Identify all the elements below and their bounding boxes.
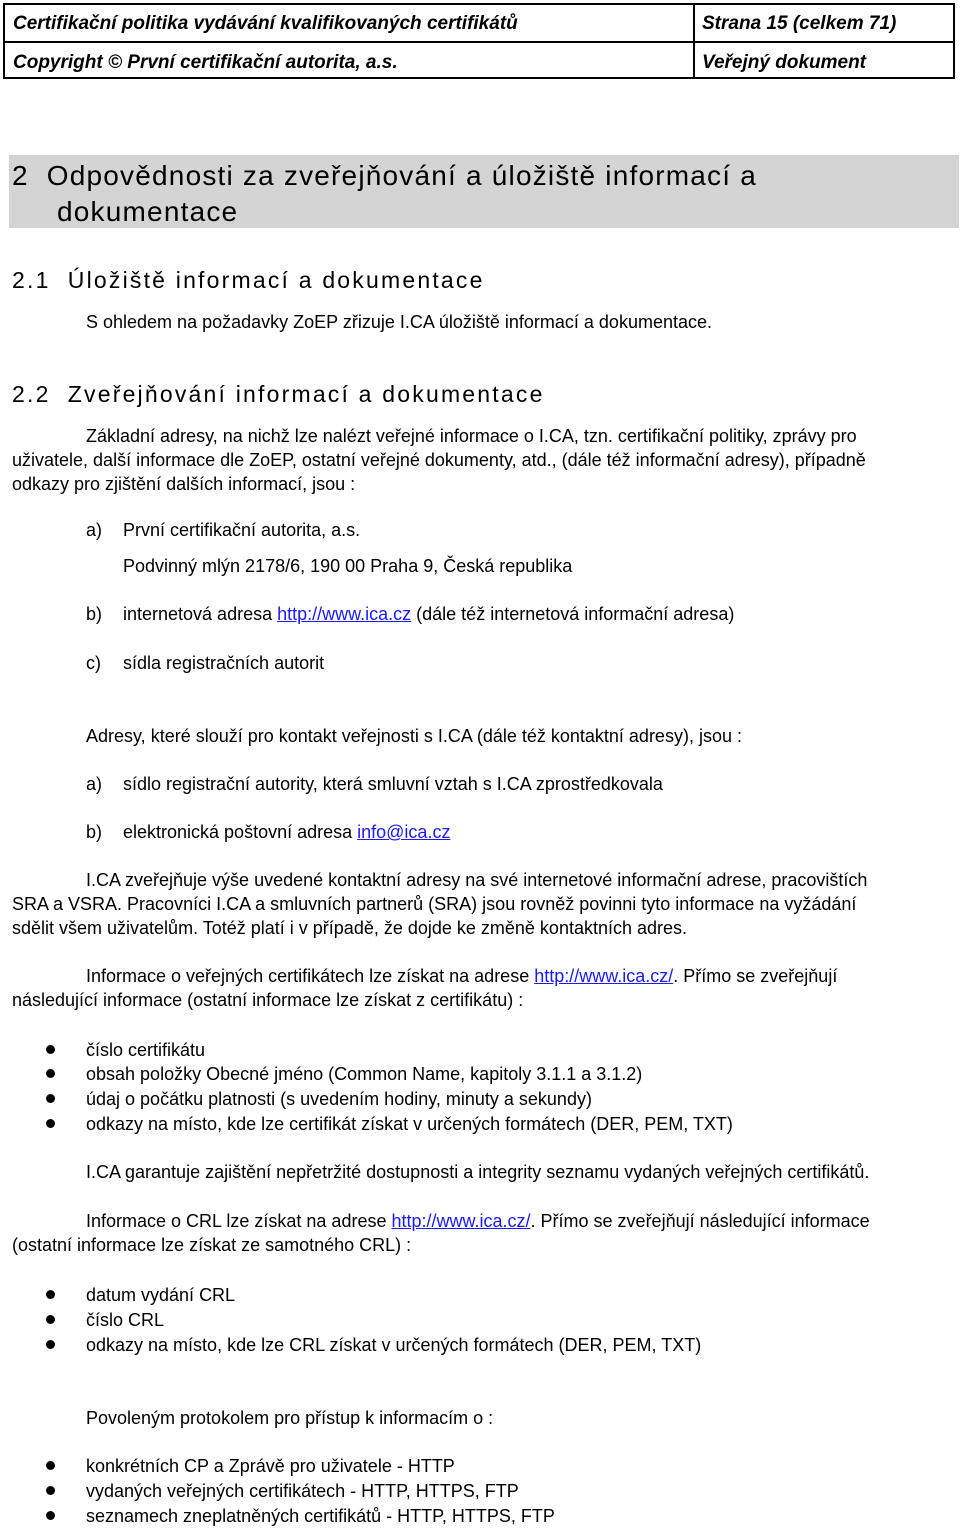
section-title-line1: Odpovědnosti za zveřejňování a úložiště informací a bbox=[46, 160, 757, 191]
bullet bbox=[46, 1290, 55, 1299]
page-header bbox=[3, 3, 955, 79]
list-marker: c) bbox=[86, 653, 101, 673]
text-fragment: . Přímo se zveřejňují bbox=[673, 966, 838, 986]
paragraph-line bbox=[86, 965, 837, 987]
cert-link[interactable]: http://www.ica.cz/ bbox=[534, 966, 674, 986]
text-fragment: (dále též internetová informační adresa) bbox=[411, 604, 735, 624]
paragraph-line: odkazy pro zjištění dalších informací, jsou : bbox=[12, 474, 356, 494]
crl-link[interactable]: http://www.ica.cz/ bbox=[391, 1211, 531, 1231]
text-fragment: elektronická poštovní adresa bbox=[123, 822, 358, 842]
bullet bbox=[46, 1119, 55, 1128]
email-link[interactable]: info@ica.cz bbox=[357, 822, 451, 842]
subsection-number: 2.1 bbox=[12, 267, 51, 293]
bullet bbox=[46, 1315, 55, 1324]
subsection-title: Zveřejňování informací a dokumentace bbox=[67, 381, 545, 407]
list-item-text bbox=[123, 603, 734, 625]
list-item: konkrétních CP a Zprávě pro uživatele - HTTP bbox=[86, 1456, 455, 1476]
section-number: 2 bbox=[12, 160, 29, 191]
document-title: Certifikační politika vydávání kvalifikovaných certifikátů bbox=[13, 13, 518, 34]
header-divider-horizontal bbox=[5, 41, 953, 43]
subsection-title: Úložiště informací a dokumentace bbox=[67, 267, 485, 293]
list-item: obsah položky Obecné jméno (Common Name, kapitoly 3.1.1 a 3.1.2) bbox=[86, 1064, 643, 1084]
paragraph-line: sdělit všem uživatelům. Totéž platí i v případě, že dojde ke změně kontaktních adres. bbox=[12, 918, 688, 938]
paragraph-line: SRA a VSRA. Pracovníci I.CA a smluvních partnerů (SRA) jsou rovněž povinni tyto informace na vyžádání bbox=[12, 894, 857, 914]
list-item: údaj o počátku platnosti (s uvedením hodiny, minuty a sekundy) bbox=[86, 1089, 592, 1109]
list-item: odkazy na místo, kde lze certifikát získat v určených formátech (DER, PEM, TXT) bbox=[86, 1114, 733, 1134]
contact-intro: Adresy, které slouží pro kontakt veřejnosti s I.CA (dále též kontaktní adresy), jsou : bbox=[86, 726, 742, 746]
protocol-intro: Povoleným protokolem pro přístup k informacím o : bbox=[86, 1408, 494, 1428]
bullet bbox=[46, 1486, 55, 1495]
list-item: číslo certifikátu bbox=[86, 1040, 206, 1060]
bullet bbox=[46, 1069, 55, 1078]
bullet bbox=[46, 1511, 55, 1520]
section-heading bbox=[12, 158, 757, 194]
bullet bbox=[46, 1045, 55, 1054]
repository-text: S ohledem na požadavky ZoEP zřizuje I.CA úložiště informací a dokumentace. bbox=[86, 312, 712, 332]
page-number: Strana 15 (celkem 71) bbox=[702, 13, 897, 34]
subsection-2-1-heading bbox=[12, 266, 485, 294]
list-item: číslo CRL bbox=[86, 1310, 165, 1330]
list-item-text: sídlo registrační autority, která smluvní vztah s I.CA zprostředkovala bbox=[123, 774, 663, 794]
subsection-2-2-heading bbox=[12, 380, 545, 408]
list-item-text: První certifikační autorita, a.s. bbox=[123, 520, 361, 540]
text-fragment: Informace o CRL lze získat na adrese bbox=[86, 1211, 392, 1231]
list-marker: a) bbox=[86, 520, 103, 540]
classification-label: Veřejný dokument bbox=[702, 52, 867, 73]
list-item: odkazy na místo, kde lze CRL získat v určených formátech (DER, PEM, TXT) bbox=[86, 1335, 702, 1355]
guarantee-text: I.CA garantuje zajištění nepřetržité dostupnosti a integrity seznamu vydaných veřejných certifikátů. bbox=[86, 1162, 870, 1182]
list-marker: b) bbox=[86, 604, 103, 624]
list-marker: b) bbox=[86, 822, 103, 842]
text-fragment: internetová adresa bbox=[123, 604, 278, 624]
paragraph-line: následující informace (ostatní informace lze získat z certifikátu) : bbox=[12, 990, 524, 1010]
bullet bbox=[46, 1094, 55, 1103]
list-item: vydaných veřejných certifikátech - HTTP, HTTPS, FTP bbox=[86, 1481, 519, 1501]
text-fragment: . Přímo se zveřejňují následující informace bbox=[530, 1211, 870, 1231]
list-marker: a) bbox=[86, 774, 103, 794]
paragraph-line: I.CA zveřejňuje výše uvedené kontaktní adresy na své internetové informační adrese, pracovištích bbox=[86, 870, 868, 890]
list-item-text bbox=[123, 821, 450, 843]
list-item: seznamech zneplatněných certifikátů - HTTP, HTTPS, FTP bbox=[86, 1506, 555, 1526]
website-link[interactable]: http://www.ica.cz bbox=[277, 604, 412, 624]
paragraph-line bbox=[86, 1210, 870, 1232]
paragraph-line: (ostatní informace lze získat ze samotného CRL) : bbox=[12, 1235, 412, 1255]
list-item: datum vydání CRL bbox=[86, 1285, 236, 1305]
bullet bbox=[46, 1340, 55, 1349]
text-fragment: Informace o veřejných certifikátech lze získat na adrese bbox=[86, 966, 535, 986]
subsection-number: 2.2 bbox=[12, 381, 51, 407]
copyright-text: Copyright © První certifikační autorita, a.s. bbox=[13, 52, 398, 73]
section-title-line2: dokumentace bbox=[57, 196, 239, 227]
address-text: Podvinný mlýn 2178/6, 190 00 Praha 9, Česká republika bbox=[123, 556, 573, 576]
bullet bbox=[46, 1461, 55, 1470]
paragraph-line: uživatele, další informace dle ZoEP, ostatní veřejné dokumenty, atd., (dále též informační adresy), případně bbox=[12, 450, 866, 470]
paragraph-line: Základní adresy, na nichž lze nalézt veřejné informace o I.CA, tzn. certifikační politiky, zprávy pro bbox=[86, 426, 857, 446]
list-item-text: sídla registračních autorit bbox=[123, 653, 325, 673]
